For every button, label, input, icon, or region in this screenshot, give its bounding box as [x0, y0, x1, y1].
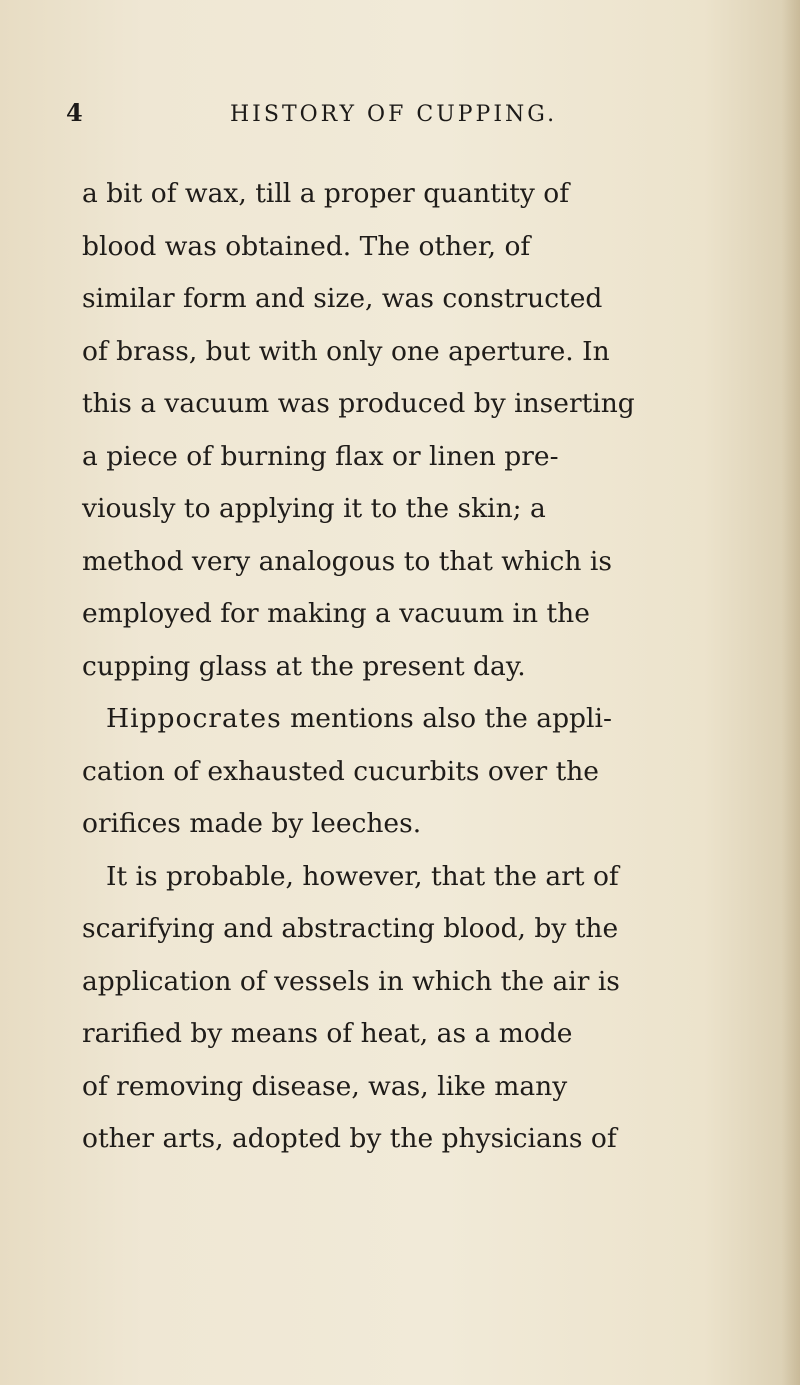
text-line: employed for making a vacuum in the: [82, 598, 590, 629]
hippocrates-line-rest: mentions also the appli-: [281, 703, 612, 734]
text-line: orifices made by leeches.: [82, 808, 422, 839]
page-edge-shadow: [782, 0, 800, 1385]
page-header: [66, 98, 666, 138]
paragraph-start-line: [82, 693, 714, 746]
text-line: similar form and size, was constructed: [82, 283, 603, 314]
hippocrates-name: Hippocrates: [106, 703, 282, 734]
text-line: a piece of burning flax or linen pre-: [82, 440, 559, 472]
text-line: other arts, adopted by the physicians of: [82, 1123, 617, 1154]
text-line: blood was obtained. The other, of: [82, 230, 531, 262]
paragraph-start-line: It is probable, however, that the art of: [106, 860, 619, 892]
text-line: cupping glass at the present day.: [82, 650, 526, 682]
text-line: of removing disease, was, like many: [82, 1070, 568, 1102]
text-line: method very analogous to that which is: [82, 545, 612, 577]
text-line: application of vessels in which the air is: [82, 965, 620, 997]
running-head: HISTORY OF CUPPING.: [230, 102, 558, 127]
text-line: scarifying and abstracting blood, by the: [82, 913, 619, 944]
text-line: of brass, but with only one aperture. In: [82, 335, 610, 367]
text-line: this a vacuum was produced by inserting: [82, 388, 635, 419]
body-text: [82, 168, 714, 1166]
page-number: 4: [66, 98, 83, 127]
text-line: rarified by means of heat, as a mode: [82, 1018, 573, 1049]
text-line: viously to applying it to the skin; a: [82, 493, 546, 524]
text-line: a bit of wax, till a proper quantity of: [82, 178, 570, 209]
text-line: cation of exhausted cucurbits over the: [82, 755, 599, 787]
